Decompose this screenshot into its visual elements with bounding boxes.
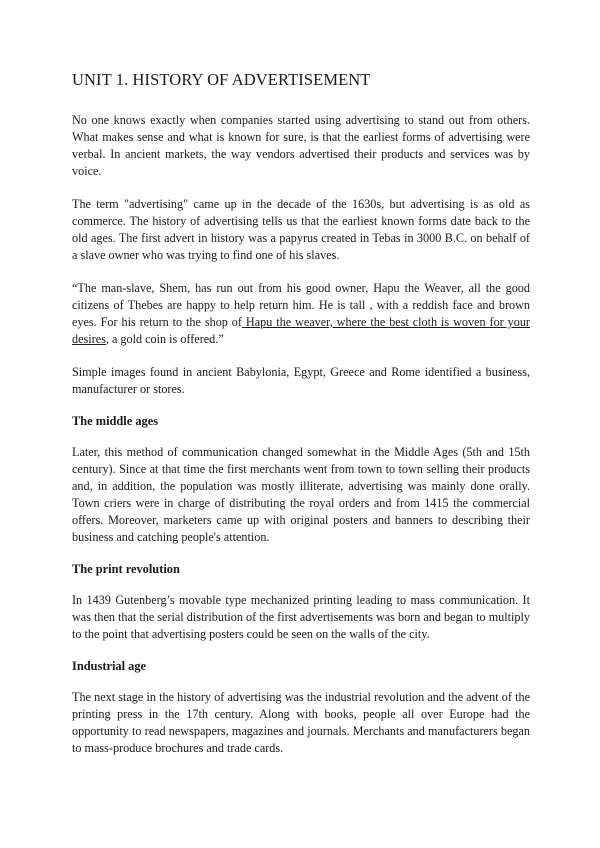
page-title: UNIT 1. HISTORY OF ADVERTISEMENT [72, 70, 371, 89]
intro-paragraph: No one knows exactly when companies started using advertising to stand out from others. What makes sense and what is known for sure, is that the earliest forms of advertising were verbal. In ancient markets, the way vendors advertised their products and services was by voice. [72, 113, 530, 178]
papyrus-quote [72, 280, 530, 348]
industrial-age-heading: Industrial age [72, 659, 147, 673]
industrial-age-paragraph: The next stage in the history of advertising was the industrial revolution and the advent of the printing press in the 17th century. Along with books, people all over Europe had the opportunity to read newspapers, magazines and journals. Merchants and manufacturers began to mass-produce brochures and trade cards. [72, 690, 530, 755]
quote-underlined-text: Hapu the weaver, where the best cloth is woven for your desires [72, 315, 530, 346]
quote-text: “The man-slave, Shem, has run out from his good owner, Hapu the Weaver, all the good citizens of Thebes are happy to help return him. He is tall , with a reddish face and brown eyes. For his return to the shop of [72, 281, 530, 329]
ancient-images-paragraph: Simple images found in ancient Babylonia, Egypt, Greece and Rome identified a business, manufacturer or stores. [72, 365, 530, 396]
quote-end-text: , a gold coin is offered.” [105, 332, 224, 346]
print-revolution-paragraph: In 1439 Gutenberg’s movable type mechanized printing leading to mass communication. It was then that the serial distribution of the first advertisements was born and began to multiply to the point that advertising posters could be seen on the walls of the city. [72, 593, 530, 641]
advertising-term-paragraph: The term "advertising" came up in the decade of the 1630s, but advertising is as old as commerce. The history of advertising tells us that the earliest known forms date back to the old ages. The first advert in history was a papyrus created in Tebas in 3000 B.C. on behalf of a slave owner who was trying to find one of his slaves. [72, 197, 530, 262]
print-revolution-heading: The print revolution [72, 562, 180, 576]
middle-ages-paragraph: Later, this method of communication changed somewhat in the Middle Ages (5th and 15th century). Since at that time the first merchants went from town to town selling their products and, in addition, the population was mostly illiterate, advertising was mainly done orally. Town criers were in charge of distributing the royal orders and from 1415 the commercial offers. Moreover, marketers came up with original posters and banners to describing their business and catching people's attention. [72, 445, 530, 544]
middle-ages-heading: The middle ages [72, 414, 159, 428]
